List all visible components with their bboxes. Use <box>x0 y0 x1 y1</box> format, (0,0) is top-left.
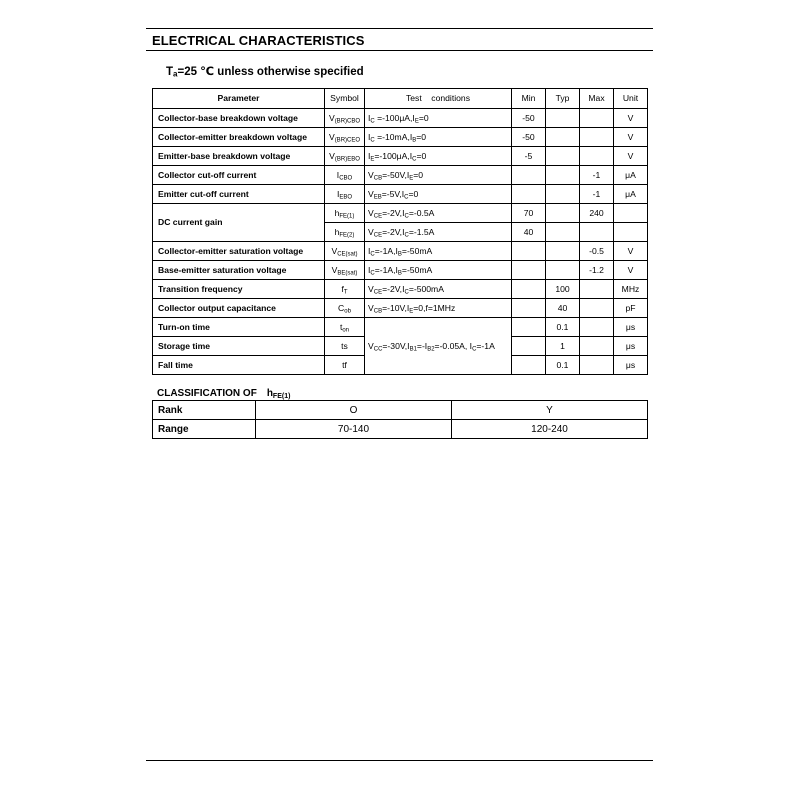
min-cell: -5 <box>512 147 546 166</box>
max-cell <box>580 299 614 318</box>
typ-cell <box>546 242 580 261</box>
symbol-subscript: EBO <box>339 194 353 200</box>
symbol-subscript: FE(1) <box>339 213 355 219</box>
header-min: Min <box>512 89 546 109</box>
parameter-cell: Collector-base breakdown voltage <box>153 109 325 128</box>
condition-symbol-subscript: a <box>173 69 178 79</box>
parameter-cell: DC current gain <box>153 204 325 242</box>
symbol-subscript: CE(sat) <box>337 251 358 257</box>
test-condition-cell: $I_E=-100\mu A,I_C=0$ <box>365 147 512 166</box>
table-row <box>153 166 648 185</box>
min-cell <box>512 185 546 204</box>
parameter-cell: Turn-on time <box>153 318 325 337</box>
table-row <box>153 128 648 147</box>
rank-row <box>153 401 648 420</box>
max-cell <box>580 128 614 147</box>
min-cell: 70 <box>512 204 546 223</box>
symbol-text: C <box>338 302 345 313</box>
min-cell <box>512 280 546 299</box>
characteristics-table-body <box>153 89 648 375</box>
symbol-cell <box>325 128 365 147</box>
symbol-text: t <box>339 321 343 332</box>
test-condition-cell: $V_{CB}=-10V,I_E=0,f=1MHz$ <box>365 299 512 318</box>
unit-cell: MHz <box>614 280 648 299</box>
symbol-subscript: (BR)CEO <box>334 137 361 143</box>
test-condition-heading <box>166 64 364 78</box>
table-row <box>153 242 648 261</box>
bottom-rule <box>146 760 653 761</box>
test-condition-cell: $V_{CB}=-50V,I_E=0$ <box>365 166 512 185</box>
classification-table <box>152 400 648 439</box>
symbol-cell <box>325 299 365 318</box>
symbol-text: ts <box>341 340 348 351</box>
table-row <box>153 204 648 223</box>
min-cell <box>512 166 546 185</box>
typ-cell: 100 <box>546 280 580 299</box>
max-cell <box>580 223 614 242</box>
symbol-cell <box>325 242 365 261</box>
min-cell <box>512 299 546 318</box>
test-condition-cell: $V_{CE}=-2V,I_C=-0.5A$ <box>365 204 512 223</box>
table-header-row <box>153 89 648 109</box>
symbol-subscript: ob <box>344 308 351 314</box>
parameter-cell: Emitter cut-off current <box>153 185 325 204</box>
header-test-conditions: Test conditions <box>365 89 512 109</box>
classification-symbol-subscript: FE(1) <box>272 393 291 400</box>
typ-cell <box>546 204 580 223</box>
typ-cell: 0.1 <box>546 356 580 375</box>
parameter-cell: Fall time <box>153 356 325 375</box>
parameter-cell: Collector cut-off current <box>153 166 325 185</box>
max-cell <box>580 337 614 356</box>
test-condition-cell: $V_{CE}=-2V,I_C=-1.5A$ <box>365 223 512 242</box>
test-condition-cell: $I_C =-10mA,I_B=0$ <box>365 128 512 147</box>
header-max: Max <box>580 89 614 109</box>
symbol-text: h <box>334 226 340 237</box>
symbol-cell <box>325 166 365 185</box>
unit-cell: V <box>614 147 648 166</box>
max-cell <box>580 280 614 299</box>
symbol-cell <box>325 261 365 280</box>
symbol-cell <box>325 204 365 223</box>
electrical-characteristics-table <box>152 88 648 375</box>
test-condition-cell: $I_C =-100\mu A,I_E=0$ <box>365 109 512 128</box>
parameter-cell: Collector output capacitance <box>153 299 325 318</box>
section-title: ELECTRICAL CHARACTERISTICS <box>152 33 365 48</box>
table-row <box>153 299 648 318</box>
typ-cell: 1 <box>546 337 580 356</box>
typ-cell <box>546 147 580 166</box>
symbol-subscript: (BR)EBO <box>334 156 360 162</box>
unit-cell <box>614 204 648 223</box>
parameter-cell: Collector-emitter saturation voltage <box>153 242 325 261</box>
symbol-cell <box>325 109 365 128</box>
classification-heading <box>157 388 290 399</box>
symbol-text: f <box>341 283 344 294</box>
symbol-text: V <box>328 112 335 123</box>
unit-cell: V <box>614 242 648 261</box>
symbol-subscript: FE(2) <box>339 232 355 238</box>
max-cell: -0.5 <box>580 242 614 261</box>
typ-cell: 0.1 <box>546 318 580 337</box>
symbol-text: V <box>331 245 338 256</box>
table-row <box>153 318 648 337</box>
top-rule <box>146 28 653 29</box>
test-condition-cell: $V_{EB}=-5V,I_C=0$ <box>365 185 512 204</box>
range-label: Range <box>153 420 256 439</box>
symbol-cell <box>325 337 365 356</box>
table-row <box>153 185 648 204</box>
parameter-cell: Transition frequency <box>153 280 325 299</box>
max-cell <box>580 147 614 166</box>
unit-cell: μs <box>614 318 648 337</box>
table-row <box>153 280 648 299</box>
range-y: 120-240 <box>452 420 648 439</box>
unit-cell: μA <box>614 166 648 185</box>
symbol-cell <box>325 147 365 166</box>
classification-title: CLASSIFICATION OF <box>157 388 257 399</box>
min-cell: -50 <box>512 128 546 147</box>
min-cell <box>512 242 546 261</box>
table-row <box>153 109 648 128</box>
unit-cell: V <box>614 128 648 147</box>
symbol-text: V <box>331 264 338 275</box>
rank-label: Rank <box>153 401 256 420</box>
min-cell <box>512 261 546 280</box>
min-cell <box>512 318 546 337</box>
parameter-cell: Storage time <box>153 337 325 356</box>
range-row <box>153 420 648 439</box>
symbol-text: h <box>334 207 340 218</box>
symbol-cell <box>325 223 365 242</box>
unit-cell: V <box>614 261 648 280</box>
test-condition-cell: $I_C=-1A,I_B=-50mA$ <box>365 261 512 280</box>
header-unit: Unit <box>614 89 648 109</box>
min-cell: -50 <box>512 109 546 128</box>
max-cell <box>580 109 614 128</box>
parameter-cell: Emitter-base breakdown voltage <box>153 147 325 166</box>
unit-cell: μA <box>614 185 648 204</box>
title-underline-rule <box>146 50 653 51</box>
symbol-text: tf <box>342 359 347 370</box>
max-cell: 240 <box>580 204 614 223</box>
typ-cell <box>546 128 580 147</box>
header-symbol: Symbol <box>325 89 365 109</box>
test-condition-cell: $V_{CE}=-2V,I_C=-500mA$ <box>365 280 512 299</box>
symbol-cell <box>325 185 365 204</box>
symbol-cell <box>325 280 365 299</box>
symbol-text: I <box>336 188 340 199</box>
symbol-subscript: T <box>343 289 348 295</box>
test-condition-cell: $I_C=-1A,I_B=-50mA$ <box>365 242 512 261</box>
header-parameter: Parameter <box>153 89 325 109</box>
parameter-cell: Collector-emitter breakdown voltage <box>153 128 325 147</box>
max-cell <box>580 356 614 375</box>
symbol-cell <box>325 356 365 375</box>
symbol-subscript: CBO <box>339 175 353 181</box>
symbol-text: V <box>328 131 335 142</box>
unit-cell: pF <box>614 299 648 318</box>
typ-cell: 40 <box>546 299 580 318</box>
range-o: 70-140 <box>256 420 452 439</box>
typ-cell <box>546 166 580 185</box>
typ-cell <box>546 185 580 204</box>
typ-cell <box>546 261 580 280</box>
symbol-subscript: (BR)CBO <box>334 118 361 124</box>
header-typ: Typ <box>546 89 580 109</box>
table-row <box>153 261 648 280</box>
symbol-cell <box>325 318 365 337</box>
typ-cell <box>546 223 580 242</box>
condition-symbol: T <box>166 66 174 78</box>
max-cell: -1 <box>580 185 614 204</box>
condition-text: =25 ℃ unless otherwise specified <box>177 66 364 78</box>
min-cell <box>512 356 546 375</box>
unit-cell <box>614 223 648 242</box>
symbol-subscript: BE(sat) <box>337 270 358 276</box>
min-cell <box>512 337 546 356</box>
symbol-text: V <box>329 150 335 161</box>
min-cell: 40 <box>512 223 546 242</box>
max-cell: -1 <box>580 166 614 185</box>
classification-symbol: h <box>266 388 273 399</box>
symbol-text: I <box>336 169 340 180</box>
rank-o: O <box>256 401 452 420</box>
max-cell <box>580 318 614 337</box>
unit-cell: V <box>614 109 648 128</box>
typ-cell <box>546 109 580 128</box>
rank-y: Y <box>452 401 648 420</box>
unit-cell: μs <box>614 337 648 356</box>
symbol-subscript: on <box>342 327 350 333</box>
parameter-cell: Base-emitter saturation voltage <box>153 261 325 280</box>
table-row <box>153 147 648 166</box>
max-cell: -1.2 <box>580 261 614 280</box>
test-condition-cell: $V_{CC}=-30V,I_{B1}=-I_{B2}=-0.05A$, $I_C=-1A$ <box>365 318 512 375</box>
unit-cell: μs <box>614 356 648 375</box>
